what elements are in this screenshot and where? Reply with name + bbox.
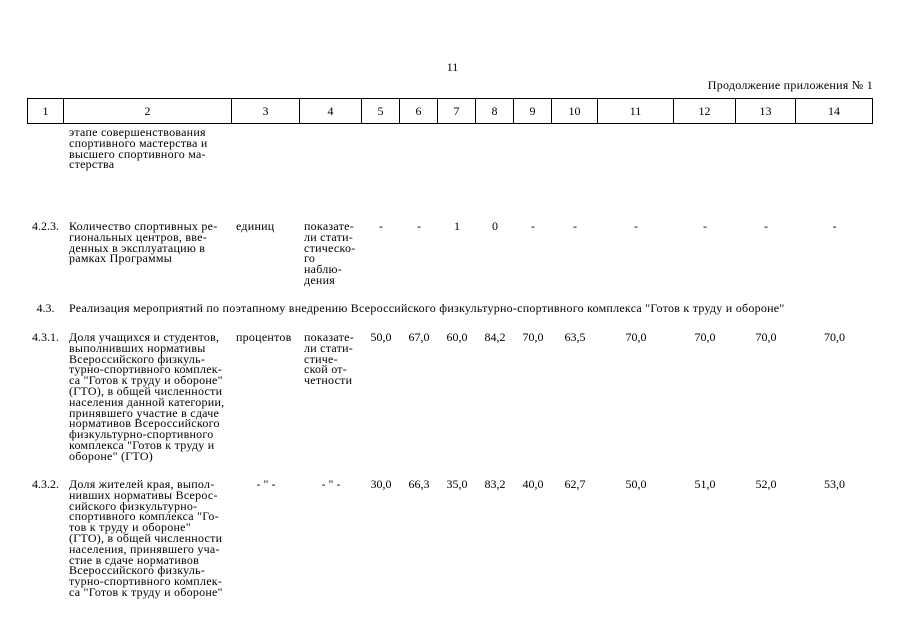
value-col-14: - bbox=[832, 219, 837, 233]
table-row-4-3-1 bbox=[27, 332, 873, 462]
header-cell-14: 14 bbox=[796, 98, 873, 124]
section-title: Реализация мероприятий по поэтапному внедрению Всероссийского физкультурно-спортивного комплекса "Готов к труду и обороне" bbox=[69, 301, 785, 315]
indicator-name: этапе совершенствования спортивного мастерства и высшего спортивного ма- стерства bbox=[69, 125, 208, 172]
table-row-continued bbox=[27, 127, 873, 170]
value-col-14: 53,0 bbox=[824, 477, 845, 491]
value-col-11: 50,0 bbox=[625, 477, 647, 491]
value-col-14: 70,0 bbox=[824, 330, 845, 344]
value-col-10: 62,7 bbox=[564, 477, 586, 491]
header-cell-13: 13 bbox=[736, 98, 796, 124]
header-cell-11: 11 bbox=[598, 98, 674, 124]
value-col-6: 66,3 bbox=[408, 477, 430, 491]
data-source: показате- ли стати- стиче- ской от- четности bbox=[304, 330, 354, 388]
value-col-8: 83,2 bbox=[484, 477, 506, 491]
page-number: 11 bbox=[446, 60, 459, 74]
header-cell-12: 12 bbox=[674, 98, 736, 124]
indicator-name: Доля жителей края, выпол- нивших нормативы Всерос- сийского физкультурно- спортивного комплекса "Го- тов к труду и обороне" (ГТО), в общей численности населения, принявшего уча- стие в сдаче нормативов Всероссийского физкуль- турно-спортивного комплек- са "Готов к труду и обороне" bbox=[69, 477, 223, 599]
value-col-9: - bbox=[531, 219, 535, 233]
section-row-4-3 bbox=[27, 303, 873, 314]
continuation-note: Продолжение приложения № 1 bbox=[707, 78, 873, 92]
value-col-7: 35,0 bbox=[446, 477, 468, 491]
value-col-11: - bbox=[634, 219, 638, 233]
header-cell-2: 2 bbox=[64, 98, 232, 124]
header-cell-3: 3 bbox=[232, 98, 300, 124]
value-col-6: 67,0 bbox=[408, 330, 430, 344]
data-source: - " - bbox=[321, 477, 341, 491]
header-cell-6: 6 bbox=[400, 98, 438, 124]
header-cell-9: 9 bbox=[514, 98, 552, 124]
header-cell-1: 1 bbox=[27, 98, 64, 124]
row-number: 4.2.3. bbox=[32, 219, 59, 233]
value-col-5: 30,0 bbox=[370, 477, 392, 491]
value-col-12: 70,0 bbox=[694, 330, 716, 344]
header-cell-7: 7 bbox=[438, 98, 476, 124]
row-number: 4.3.2. bbox=[32, 477, 59, 491]
header-cell-8: 8 bbox=[476, 98, 514, 124]
value-col-8: 84,2 bbox=[484, 330, 506, 344]
value-col-5: - bbox=[379, 219, 383, 233]
row-number: 4.3.1. bbox=[32, 330, 59, 344]
indicator-name: Доля учащихся и студентов, выполнивших нормативы Всероссийского физкуль- турно-спортивного комплек- са "Готов к труду и обороне" (ГТО), в общей численности населения данной категории, принявшего участие в сдаче нормативов Всероссийского физкультурно-спортивного комплекса "Готов к труду и обороне" (ГТО) bbox=[69, 330, 225, 463]
header-cell-5: 5 bbox=[362, 98, 400, 124]
value-col-12: 51,0 bbox=[694, 477, 716, 491]
value-col-6: - bbox=[417, 219, 421, 233]
value-col-13: 70,0 bbox=[755, 330, 777, 344]
value-col-13: 52,0 bbox=[755, 477, 777, 491]
value-col-9: 40,0 bbox=[522, 477, 544, 491]
data-source: показате- ли стати- стическо- го наблю- дения bbox=[304, 219, 356, 287]
table-header-row bbox=[27, 98, 873, 124]
header-cell-10: 10 bbox=[552, 98, 598, 124]
value-col-11: 70,0 bbox=[625, 330, 647, 344]
table-row-4-2-3 bbox=[27, 221, 873, 286]
value-col-12: - bbox=[703, 219, 707, 233]
value-col-5: 50,0 bbox=[370, 330, 392, 344]
value-col-7: 60,0 bbox=[446, 330, 468, 344]
section-number: 4.3. bbox=[36, 301, 55, 315]
table-row-4-3-2 bbox=[27, 479, 873, 598]
unit-of-measure: единиц bbox=[236, 219, 275, 233]
value-col-7: 1 bbox=[454, 219, 460, 233]
value-col-8: 0 bbox=[492, 219, 498, 233]
value-col-10: 63,5 bbox=[564, 330, 586, 344]
value-col-9: 70,0 bbox=[522, 330, 544, 344]
unit-of-measure: процентов bbox=[236, 330, 292, 344]
indicator-name: Количество спортивных ре- гиональных центров, вве- денных в эксплуатацию в рамках Программы bbox=[69, 219, 218, 266]
value-col-10: - bbox=[573, 219, 577, 233]
header-cell-4: 4 bbox=[300, 98, 362, 124]
value-col-13: - bbox=[764, 219, 768, 233]
unit-of-measure: - " - bbox=[256, 477, 276, 491]
